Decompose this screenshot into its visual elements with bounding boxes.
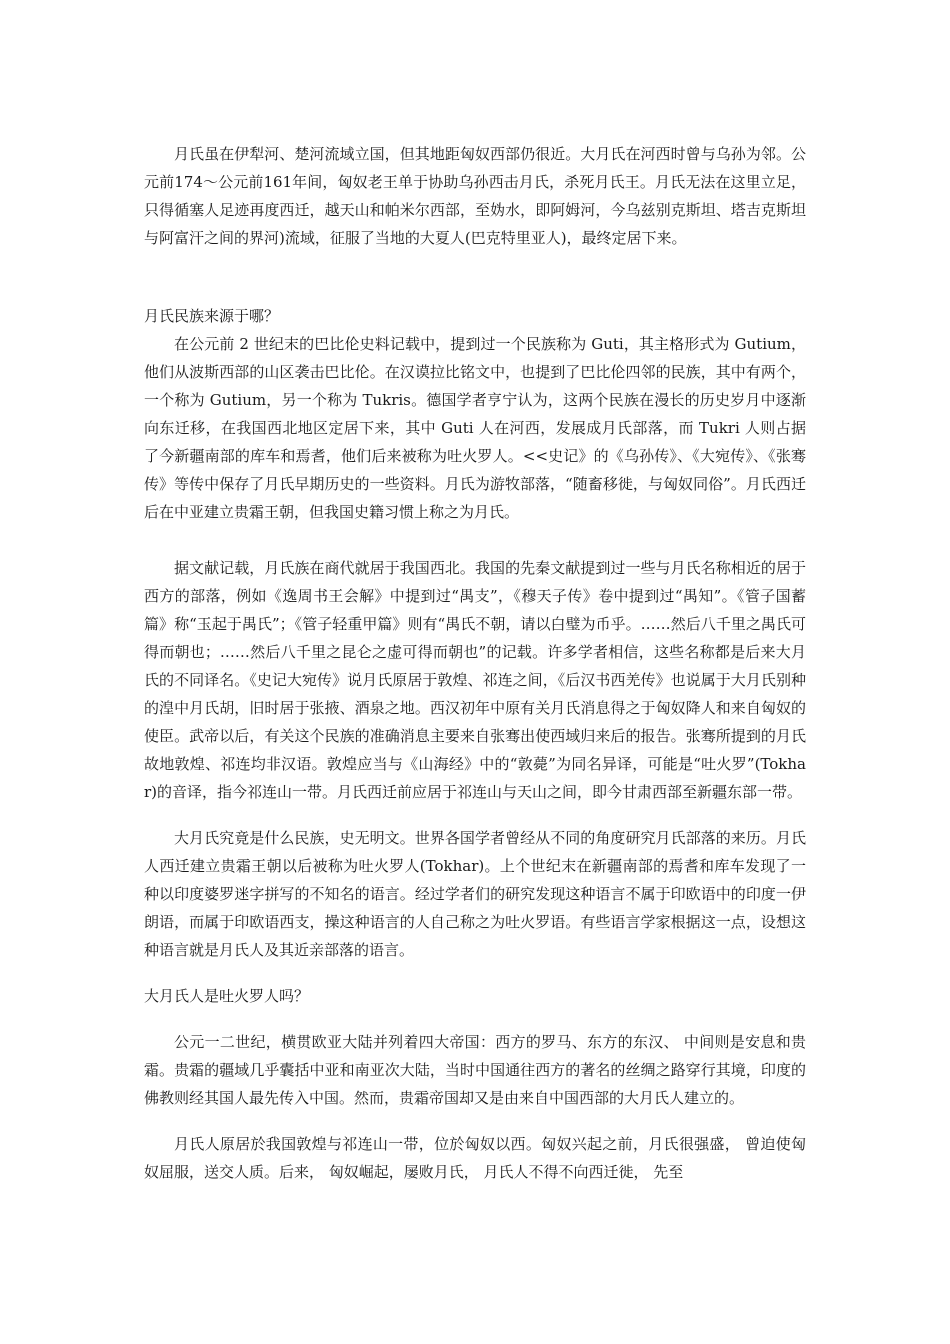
document-body	[144, 140, 806, 1186]
spacer	[144, 1112, 806, 1130]
paragraph-babylonian-records: 在公元前 2 世纪末的巴比伦史料记载中，提到过一个民族称为 Guti，其主格形式为 Gutium，他们从波斯西部的山区袭击巴比伦。在汉谟拉比铭文中，也提到了巴比伦四邻的民族，其中有两个，一个称为 Gutium，另一个称为 Tukris。德国学者亨宁认为，这两个民族在漫长的历史岁月中逐渐向东迁移，在我国西北地区定居下来，其中 Guti 人在河西，发展成月氏部落，而 Tukri 人则占据了今新疆南部的库车和焉耆，他们后来被称为吐火罗人。<<史记》的《乌孙传》、《大宛传》、《张骞传》等传中保存了月氏早期历史的一些资料。月氏为游牧部落，“随畜移徙，与匈奴同俗”。月氏西迁后在中亚建立贵霜王朝，但我国史籍习惯上称之为月氏。	[144, 335, 806, 521]
spacer	[144, 964, 806, 982]
spacer	[144, 252, 806, 302]
paragraph-literature-records: 据文献记载，月氏族在商代就居于我国西北。我国的先秦文献提到过一些与月氏名称相近的居于西方的部落，例如《逸周书王会解》中提到过“禺支”，《穆天子传》卷中提到过“禺知”。《管子国蓄篇》称“玉起于禺氏”；《管子轻重甲篇》则有“禺氏不朝，请以白璧为币乎。……然后八千里之禺氏可得而朝也；……然后八千里之昆仑之虚可得而朝也”的记载。许多学者相信，这些名称都是后来大月氏的不同译名。《史记大宛传》说月氏原居于敦煌、祁连之间，《后汉书西羌传》也说属于大月氏别种的湟中月氏胡，旧时居于张掖、酒泉之地。西汉初年中原有关月氏消息得之于匈奴降人和来自匈奴的使臣。武帝以后，有关这个民族的准确消息主要来自张骞出使西域归来后的报告。张骞所提到的月氏故地敦煌、祁连均非汉语。敦煌应当与《山海经》中的“敦薨”为同名异译，可能是“吐火罗”(Tokhar)的音译，指今祁连山一带。月氏西迁前应居于祁连山与天山之间，即今甘肃西部至新疆东部一带。	[144, 559, 806, 801]
spacer	[144, 806, 806, 824]
paragraph-ethnicity-question: 大月氏究竟是什么民族，史无明文。世界各国学者曾经从不同的角度研究月氏部落的来历。月氏人西迁建立贵霜王朝以后被称为吐火罗人(Tokhar)。上个世纪末在新疆南部的焉耆和库车发现了一种以印度婆罗迷字拼写的不知名的语言。经过学者们的研究发现这种语言不属于印欧语中的印度一伊朗语，而属于印欧语西支，操这种语言的人自己称之为吐火罗语。有些语言学家根据这一点，设想这种语言就是月氏人及其近亲部落的语言。	[144, 829, 806, 959]
spacer	[144, 1010, 806, 1028]
heading-yuezhi-origin: 月氏民族来源于哪？	[144, 307, 280, 325]
spacer	[144, 526, 806, 554]
paragraph-yuezhi-westward-migration: 月氏虽在伊犁河、楚河流域立国，但其地距匈奴西部仍很近。大月氏在河西时曾与乌孙为邻。公元前174～公元前161年间，匈奴老王单于协助乌孙西击月氏，杀死月氏王。月氏无法在这里立足，只得循塞人足迹再度西迁，越天山和帕米尔西部，至妫水，即阿姆河，今乌兹别克斯坦、塔吉克斯坦与阿富汗之间的界河)流域，征服了当地的大夏人(巴克特里亚人)，最终定居下来。	[144, 145, 806, 247]
paragraph-four-empires: 公元一二世纪，横贯欧亚大陆并列着四大帝国：西方的罗马、东方的东汉、 中间则是安息和贵霜。贵霜的疆域几乎囊括中亚和南亚次大陆，当时中国通往西方的著名的丝绸之路穿行其境，印度的佛教则经其国人最先传入中国。然而，贵霜帝国却又是由来自中国西部的大月氏人建立的。	[144, 1033, 806, 1107]
paragraph-yuezhi-original-home: 月氏人原居於我国敦煌与祁连山一带，位於匈奴以西。匈奴兴起之前，月氏很强盛， 曾迫使匈奴屈服，送交人质。后来， 匈奴崛起，屡败月氏， 月氏人不得不向西迁徙， 先至	[144, 1135, 806, 1181]
heading-tocharian-question: 大月氏人是吐火罗人吗？	[144, 987, 310, 1005]
